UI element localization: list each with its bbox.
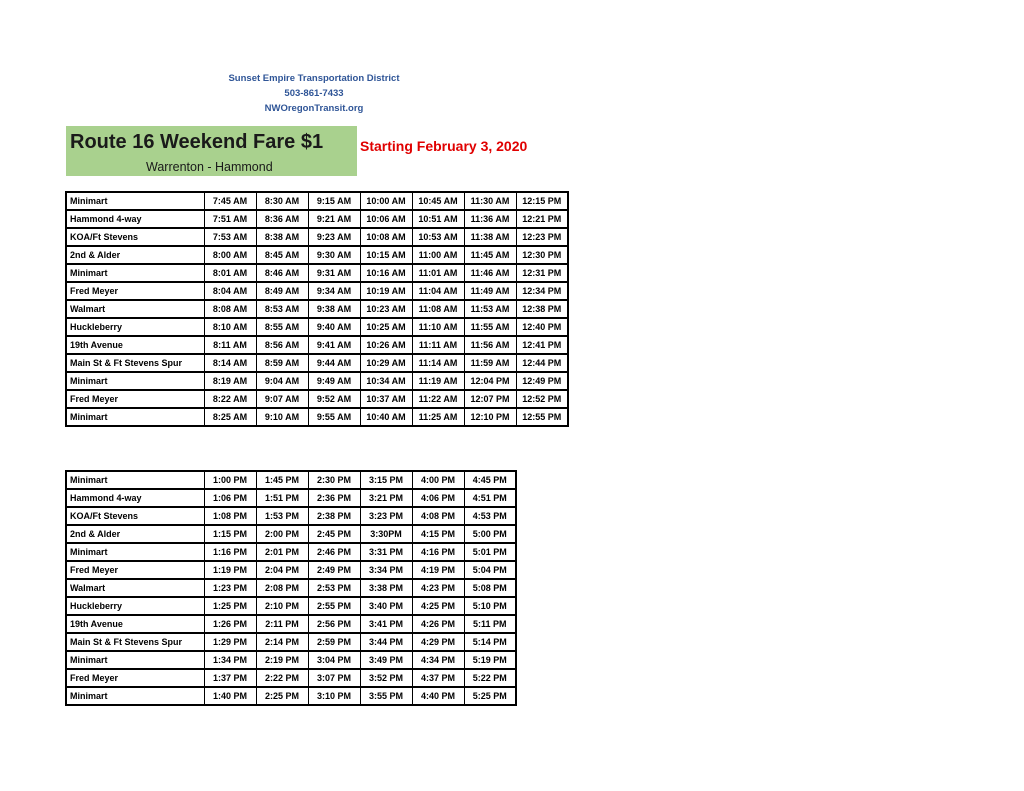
departure-time: 12:55 PM [516, 408, 568, 426]
departure-time: 3:41 PM [360, 615, 412, 633]
agency-name: Sunset Empire Transportation District [228, 73, 400, 84]
departure-time: 1:23 PM [204, 579, 256, 597]
departure-time: 4:08 PM [412, 507, 464, 525]
departure-time: 12:49 PM [516, 372, 568, 390]
table-row [66, 651, 516, 669]
departure-time: 11:38 AM [464, 228, 516, 246]
departure-time: 5:22 PM [464, 669, 516, 687]
departure-time: 4:06 PM [412, 489, 464, 507]
route-subtitle: Warrenton - Hammond [146, 160, 273, 174]
departure-time: 2:55 PM [308, 597, 360, 615]
departure-time: 12:38 PM [516, 300, 568, 318]
departure-time: 10:19 AM [360, 282, 412, 300]
stop-name: 19th Avenue [66, 336, 204, 354]
departure-time: 12:44 PM [516, 354, 568, 372]
departure-time: 10:29 AM [360, 354, 412, 372]
departure-time: 2:04 PM [256, 561, 308, 579]
departure-time: 11:30 AM [464, 192, 516, 210]
stop-name: Fred Meyer [66, 669, 204, 687]
departure-time: 1:25 PM [204, 597, 256, 615]
departure-time: 4:00 PM [412, 471, 464, 489]
table-row [66, 228, 568, 246]
table-row [66, 318, 568, 336]
stop-name: Minimart [66, 192, 204, 210]
departure-time: 8:11 AM [204, 336, 256, 354]
departure-time: 1:06 PM [204, 489, 256, 507]
departure-time: 4:53 PM [464, 507, 516, 525]
departure-time: 3:55 PM [360, 687, 412, 705]
departure-time: 9:23 AM [308, 228, 360, 246]
departure-time: 4:15 PM [412, 525, 464, 543]
afternoon-schedule-table [65, 470, 517, 706]
departure-time: 1:15 PM [204, 525, 256, 543]
departure-time: 12:34 PM [516, 282, 568, 300]
departure-time: 8:25 AM [204, 408, 256, 426]
departure-time: 2:45 PM [308, 525, 360, 543]
departure-time: 4:45 PM [464, 471, 516, 489]
departure-time: 11:22 AM [412, 390, 464, 408]
departure-time: 11:19 AM [412, 372, 464, 390]
departure-time: 11:01 AM [412, 264, 464, 282]
departure-time: 2:14 PM [256, 633, 308, 651]
departure-time: 8:46 AM [256, 264, 308, 282]
departure-time: 8:30 AM [256, 192, 308, 210]
departure-time: 10:45 AM [412, 192, 464, 210]
departure-time: 11:49 AM [464, 282, 516, 300]
departure-time: 2:19 PM [256, 651, 308, 669]
route-title-box [66, 126, 357, 176]
departure-time: 2:59 PM [308, 633, 360, 651]
agency-header [214, 71, 414, 116]
departure-time: 11:45 AM [464, 246, 516, 264]
departure-time: 5:10 PM [464, 597, 516, 615]
stop-name: Fred Meyer [66, 390, 204, 408]
departure-time: 10:23 AM [360, 300, 412, 318]
morning-schedule-table [65, 191, 569, 427]
departure-time: 7:53 AM [204, 228, 256, 246]
departure-time: 1:29 PM [204, 633, 256, 651]
departure-time: 12:21 PM [516, 210, 568, 228]
departure-time: 3:07 PM [308, 669, 360, 687]
departure-time: 11:25 AM [412, 408, 464, 426]
departure-time: 5:00 PM [464, 525, 516, 543]
departure-time: 10:08 AM [360, 228, 412, 246]
departure-time: 4:40 PM [412, 687, 464, 705]
stop-name: Huckleberry [66, 597, 204, 615]
departure-time: 8:10 AM [204, 318, 256, 336]
departure-time: 5:19 PM [464, 651, 516, 669]
departure-time: 3:23 PM [360, 507, 412, 525]
departure-time: 3:15 PM [360, 471, 412, 489]
departure-time: 8:45 AM [256, 246, 308, 264]
stop-name: Huckleberry [66, 318, 204, 336]
departure-time: 10:00 AM [360, 192, 412, 210]
departure-time: 8:38 AM [256, 228, 308, 246]
departure-time: 2:22 PM [256, 669, 308, 687]
departure-time: 3:40 PM [360, 597, 412, 615]
departure-time: 8:36 AM [256, 210, 308, 228]
departure-time: 10:26 AM [360, 336, 412, 354]
departure-time: 9:44 AM [308, 354, 360, 372]
departure-time: 11:04 AM [412, 282, 464, 300]
departure-time: 3:34 PM [360, 561, 412, 579]
table-row [66, 210, 568, 228]
departure-time: 12:07 PM [464, 390, 516, 408]
departure-time: 11:56 AM [464, 336, 516, 354]
table-row [66, 507, 516, 525]
stop-name: Minimart [66, 687, 204, 705]
departure-time: 8:04 AM [204, 282, 256, 300]
stop-name: 2nd & Alder [66, 525, 204, 543]
table-row [66, 579, 516, 597]
departure-time: 4:16 PM [412, 543, 464, 561]
table-row [66, 489, 516, 507]
departure-time: 2:08 PM [256, 579, 308, 597]
departure-time: 12:52 PM [516, 390, 568, 408]
departure-time: 12:10 PM [464, 408, 516, 426]
departure-time: 10:34 AM [360, 372, 412, 390]
departure-time: 9:31 AM [308, 264, 360, 282]
departure-time: 9:21 AM [308, 210, 360, 228]
table-row [66, 561, 516, 579]
departure-time: 5:25 PM [464, 687, 516, 705]
stop-name: Hammond 4-way [66, 210, 204, 228]
departure-time: 9:41 AM [308, 336, 360, 354]
departure-time: 8:08 AM [204, 300, 256, 318]
departure-time: 12:15 PM [516, 192, 568, 210]
departure-time: 9:07 AM [256, 390, 308, 408]
table-row [66, 471, 516, 489]
departure-time: 4:23 PM [412, 579, 464, 597]
departure-time: 4:26 PM [412, 615, 464, 633]
table-row [66, 354, 568, 372]
stop-name: 2nd & Alder [66, 246, 204, 264]
departure-time: 1:37 PM [204, 669, 256, 687]
table-row [66, 543, 516, 561]
departure-time: 1:45 PM [256, 471, 308, 489]
stop-name: Fred Meyer [66, 561, 204, 579]
departure-time: 10:40 AM [360, 408, 412, 426]
table-row [66, 336, 568, 354]
departure-time: 4:19 PM [412, 561, 464, 579]
table-row [66, 246, 568, 264]
departure-time: 9:34 AM [308, 282, 360, 300]
stop-name: 19th Avenue [66, 615, 204, 633]
departure-time: 2:30 PM [308, 471, 360, 489]
departure-time: 10:25 AM [360, 318, 412, 336]
departure-time: 12:30 PM [516, 246, 568, 264]
departure-time: 1:16 PM [204, 543, 256, 561]
stop-name: Main St & Ft Stevens Spur [66, 633, 204, 651]
departure-time: 1:08 PM [204, 507, 256, 525]
stop-name: Minimart [66, 651, 204, 669]
table-row [66, 525, 516, 543]
departure-time: 2:11 PM [256, 615, 308, 633]
departure-time: 8:49 AM [256, 282, 308, 300]
departure-time: 10:53 AM [412, 228, 464, 246]
departure-time: 8:59 AM [256, 354, 308, 372]
departure-time: 9:55 AM [308, 408, 360, 426]
departure-time: 11:08 AM [412, 300, 464, 318]
table-row [66, 372, 568, 390]
departure-time: 11:14 AM [412, 354, 464, 372]
departure-time: 1:53 PM [256, 507, 308, 525]
departure-time: 8:14 AM [204, 354, 256, 372]
departure-time: 10:51 AM [412, 210, 464, 228]
departure-time: 12:23 PM [516, 228, 568, 246]
departure-time: 3:31 PM [360, 543, 412, 561]
departure-time: 4:34 PM [412, 651, 464, 669]
departure-time: 5:11 PM [464, 615, 516, 633]
departure-time: 8:22 AM [204, 390, 256, 408]
departure-time: 11:55 AM [464, 318, 516, 336]
departure-time: 2:56 PM [308, 615, 360, 633]
departure-time: 4:37 PM [412, 669, 464, 687]
departure-time: 8:01 AM [204, 264, 256, 282]
departure-time: 1:19 PM [204, 561, 256, 579]
departure-time: 11:53 AM [464, 300, 516, 318]
departure-time: 7:45 AM [204, 192, 256, 210]
table-row [66, 282, 568, 300]
departure-time: 8:56 AM [256, 336, 308, 354]
departure-time: 9:30 AM [308, 246, 360, 264]
departure-time: 2:01 PM [256, 543, 308, 561]
departure-time: 2:53 PM [308, 579, 360, 597]
stop-name: Fred Meyer [66, 282, 204, 300]
departure-time: 2:10 PM [256, 597, 308, 615]
departure-time: 3:04 PM [308, 651, 360, 669]
stop-name: Minimart [66, 471, 204, 489]
stop-name: Hammond 4-way [66, 489, 204, 507]
departure-time: 5:01 PM [464, 543, 516, 561]
departure-time: 7:51 AM [204, 210, 256, 228]
departure-time: 2:00 PM [256, 525, 308, 543]
departure-time: 8:19 AM [204, 372, 256, 390]
departure-time: 10:06 AM [360, 210, 412, 228]
departure-time: 1:26 PM [204, 615, 256, 633]
table-row [66, 669, 516, 687]
agency-website: NWOregonTransit.org [264, 103, 364, 114]
departure-time: 12:04 PM [464, 372, 516, 390]
departure-time: 9:38 AM [308, 300, 360, 318]
departure-time: 12:40 PM [516, 318, 568, 336]
departure-time: 1:40 PM [204, 687, 256, 705]
table-row [66, 615, 516, 633]
departure-time: 9:49 AM [308, 372, 360, 390]
table-row [66, 264, 568, 282]
departure-time: 10:37 AM [360, 390, 412, 408]
departure-time: 4:29 PM [412, 633, 464, 651]
departure-time: 4:25 PM [412, 597, 464, 615]
stop-name: Minimart [66, 264, 204, 282]
table-row [66, 300, 568, 318]
stop-name: Main St & Ft Stevens Spur [66, 354, 204, 372]
departure-time: 5:14 PM [464, 633, 516, 651]
departure-time: 3:10 PM [308, 687, 360, 705]
departure-time: 3:49 PM [360, 651, 412, 669]
departure-time: 2:49 PM [308, 561, 360, 579]
departure-time: 2:36 PM [308, 489, 360, 507]
table-row [66, 192, 568, 210]
stop-name: Minimart [66, 408, 204, 426]
departure-time: 1:00 PM [204, 471, 256, 489]
stop-name: Minimart [66, 372, 204, 390]
departure-time: 2:46 PM [308, 543, 360, 561]
departure-time: 1:51 PM [256, 489, 308, 507]
departure-time: 11:11 AM [412, 336, 464, 354]
stop-name: Minimart [66, 543, 204, 561]
departure-time: 11:59 AM [464, 354, 516, 372]
departure-time: 11:46 AM [464, 264, 516, 282]
departure-time: 9:52 AM [308, 390, 360, 408]
departure-time: 3:30PM [360, 525, 412, 543]
departure-time: 12:31 PM [516, 264, 568, 282]
departure-time: 11:36 AM [464, 210, 516, 228]
departure-time: 3:38 PM [360, 579, 412, 597]
table-row [66, 597, 516, 615]
departure-time: 11:00 AM [412, 246, 464, 264]
stop-name: Walmart [66, 579, 204, 597]
departure-time: 5:08 PM [464, 579, 516, 597]
departure-time: 3:52 PM [360, 669, 412, 687]
departure-time: 4:51 PM [464, 489, 516, 507]
departure-time: 3:44 PM [360, 633, 412, 651]
departure-time: 8:55 AM [256, 318, 308, 336]
departure-time: 9:10 AM [256, 408, 308, 426]
stop-name: KOA/Ft Stevens [66, 228, 204, 246]
table-row [66, 390, 568, 408]
agency-phone: 503-861-7433 [284, 88, 344, 99]
table-row [66, 633, 516, 651]
departure-time: 1:34 PM [204, 651, 256, 669]
departure-time: 2:38 PM [308, 507, 360, 525]
departure-time: 11:10 AM [412, 318, 464, 336]
start-date-notice: Starting February 3, 2020 [360, 138, 528, 154]
departure-time: 5:04 PM [464, 561, 516, 579]
departure-time: 8:00 AM [204, 246, 256, 264]
table-row [66, 408, 568, 426]
departure-time: 8:53 AM [256, 300, 308, 318]
route-title: Route 16 Weekend Fare $1 [70, 131, 324, 153]
departure-time: 10:16 AM [360, 264, 412, 282]
stop-name: KOA/Ft Stevens [66, 507, 204, 525]
departure-time: 10:15 AM [360, 246, 412, 264]
departure-time: 2:25 PM [256, 687, 308, 705]
table-row [66, 687, 516, 705]
stop-name: Walmart [66, 300, 204, 318]
departure-time: 9:15 AM [308, 192, 360, 210]
departure-time: 9:40 AM [308, 318, 360, 336]
departure-time: 9:04 AM [256, 372, 308, 390]
departure-time: 12:41 PM [516, 336, 568, 354]
departure-time: 3:21 PM [360, 489, 412, 507]
